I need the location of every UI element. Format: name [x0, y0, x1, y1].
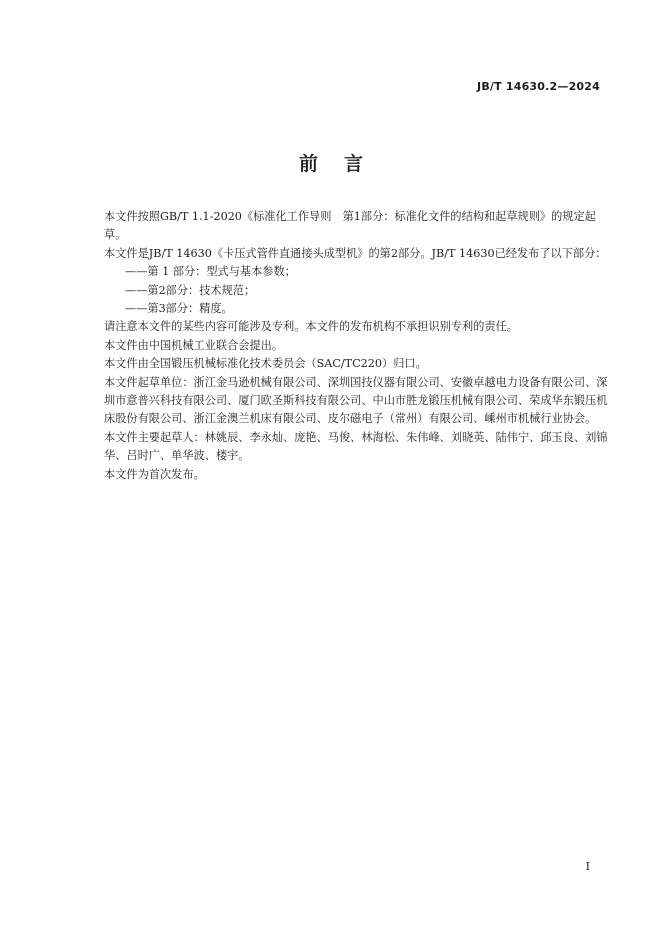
paragraph-main-drafters: 本文件主要起草人：林姚辰、李永灿、庞艳、马俊、林海松、朱伟峰、刘晓英、陆伟宁、邱玉良、刘锦华、吕时广、单华波、楼宇。 — [104, 430, 608, 463]
list-item-part-3: ——第3部分：精度。 — [125, 302, 233, 316]
list-item-part-2: ——第2部分：技术规范； — [125, 283, 256, 297]
page-number: I — [585, 860, 590, 873]
paragraph-parts-intro: 本文件是JB/T 14630《卡压式管件直通接头成型机》的第2部分。JB/T 14630已经发布了以下部分： — [104, 246, 607, 260]
document-number: JB/T 14630.2—2024 — [477, 80, 600, 93]
paragraph-proposed-by: 本文件由中国机械工业联合会提出。 — [104, 338, 284, 352]
paragraph-drafting-rules: 本文件按照GB/T 1.1-2020《标准化工作导则 第1部分：标准化文件的结构和起草规则》的规定起草。 — [104, 210, 596, 242]
paragraph-under-jurisdiction: 本文件由全国锻压机械标准化技术委员会（SAC/TC220）归口。 — [104, 357, 427, 371]
paragraph-first-release: 本文件为首次发布。 — [104, 467, 205, 481]
list-item-part-1: ——第 1 部分：型式与基本参数； — [125, 265, 296, 279]
paragraph-drafting-organizations: 本文件起草单位：浙江金马逊机械有限公司、深圳国技仪器有限公司、安徽卓越电力设备有限公司、深圳市意普兴科技有限公司、厦门欧圣斯科技有限公司、中山市胜龙锻压机械有限公司、荣成华东锻压机床股份有限公司、浙江金澳兰机床有限公司、皮尔磁电子（常州）有限公司、嵊州市机械行业协会。 — [104, 375, 608, 426]
paragraph-patent-notice: 请注意本文件的某些内容可能涉及专利。本文件的发布机构不承担识别专利的责任。 — [104, 320, 518, 334]
foreword-body — [104, 208, 610, 484]
page-title: 前言 — [298, 153, 389, 175]
